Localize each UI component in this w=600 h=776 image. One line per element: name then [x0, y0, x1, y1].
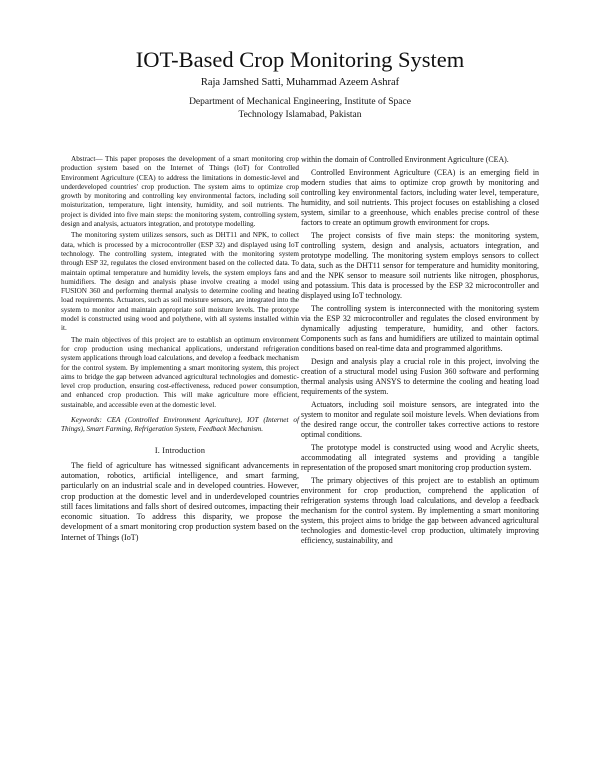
abstract-paragraph: The monitoring system utilizes sensors, such as DHT11 and NPK, to collect data, which is processed by a microcontroller (ESP 32) and displayed using IoT technology. The controlling system, integrated with the monitoring system through ESP 32, regulates the closed environment based on the collected data. To maintain optimal temperature and humidity levels, the system employs fans and humidifiers. The design and analysis phase involve creating a model using FUSION 360 and performing thermal analysis to determine cooling and heating load requirements. Actuators, such as soil moisture sensors, are integrated into the system to monitor and maintain appropriate soil moisture levels. The prototype model is constructed using wood and polythene, with all systems installed within it.: [61, 231, 299, 333]
body-paragraph: The primary objectives of this project are to establish an optimum environment for crop production, comprehend the application of refrigeration systems through load calculations, and develop a feedback mechanism for the control system. By implementing a smart monitoring system, this project aims to bridge the gap between advanced agricultural technologies and domestic-level crop production, ultimately improving efficiency, sustainability, and: [301, 476, 539, 545]
abstract-paragraph: The main objectives of this project are to establish an optimum environment for crop production using mechanical applications, understand refrigeration system applications through load calculations, and develop a feedback mechanism for the control system. By implementing a smart monitoring system, this project aims to bridge the gap between advanced agricultural technologies and domestic-level crop production, ensuring cost-effectiveness, reduced power consumption, and enhanced crop production. This will make agriculture more efficient, sustainable, and accessible even at the domestic level.: [61, 335, 299, 409]
paper-authors: Raja Jamshed Satti, Muhammad Azeem Ashraf: [200, 77, 400, 88]
body-paragraph: The controlling system is interconnected with the monitoring system via the ESP 32 microcontroller and regulates the closed environment by dynamically adjusting temperature, humidity, and other factors. Components such as fans and humidifiers are utilized to maintain optimal conditions based on real-time data and programmed algorithms.: [301, 304, 539, 353]
left-column: [61, 155, 299, 545]
body-paragraph: within the domain of Controlled Environment Agriculture (CEA).: [301, 155, 509, 164]
body-paragraph: The field of agriculture has witnessed significant advancements in automation, robotics, artificial intelligence, and smart farming, particularly on an industrial scale and in developed countries. However, crop production at the domestic level and in underdeveloped countries still faces limitations and falls short of desired outcomes, impacting their economic situation. To address this disparity, we propose the development of a smart monitoring crop production system based on the Internet of Things (IoT): [61, 460, 299, 542]
keywords-label: Keywords:: [71, 416, 102, 425]
abstract-paragraph: Abstract— This paper proposes the development of a smart monitoring crop production system based on the Internet of Things (IoT) for Controlled Environment Agriculture (CEA) to address the limitations in domestic-level and underdeveloped countries' crop production. The system aims to optimize crop growth by monitoring and controlling key environmental factors, including soil moisturization, temperature, light intensity, humidity, and soil nutrients. The project is divided into five main steps: the monitoring system, controlling system, design and analysis, actuators integration, and prototype modelling.: [61, 155, 299, 229]
affiliation-line: Technology Islamabad, Pakistan: [238, 109, 362, 120]
abstract-section: [61, 155, 299, 410]
body-paragraph: Design and analysis play a crucial role in this project, involving the creation of a structural model using Fusion 360 software and performing thermal analysis using ANSYS to determine the cooling and heating load requirements of the system.: [301, 357, 539, 396]
section-heading-introduction: I. Introduction: [154, 445, 206, 455]
affiliation-line: Department of Mechanical Engineering, Institute of Space: [189, 97, 411, 107]
keywords: [61, 416, 299, 435]
body-paragraph: The prototype model is constructed using wood and Acrylic sheets, accommodating all integrated systems and providing a tangible representation of the proposed smart monitoring crop production system.: [301, 443, 539, 472]
body-paragraph: Controlled Environment Agriculture (CEA) is an emerging field in modern studies that aims to optimize crop growth by monitoring and controlling key environmental factors, including water level, temperature, humidity, and soil nutrients. This project focuses on establishing a closed system, similar to a greenhouse, which enables precise control of these factors to create an optimum growth environment for crops.: [301, 168, 539, 227]
right-column: [301, 155, 539, 549]
paper-title: IOT-Based Crop Monitoring System: [135, 47, 465, 72]
body-paragraph: The project consists of five main steps: the monitoring system, controlling system, design and analysis, actuators integration, and prototype modelling. The monitoring system employs sensors to collect data, such as the DHT11 sensor for temperature and humidity monitoring, and the NPK sensor to measure soil nutrients like nitrogen, phosphorus, and potassium. This data is processed by the ESP 32 microcontroller and displayed using IoT technology.: [301, 231, 539, 300]
body-paragraph: Actuators, including soil moisture sensors, are integrated into the system to monitor and regulate soil moisture levels. When deviations from the desired range occur, the controller takes corrective actions to restore optimal conditions.: [301, 400, 539, 439]
keywords-list: CEA (Controlled Environment Agriculture), IOT (Internet of Things), Smart Farming, Refrigeration System, Feedback Mechanism.: [61, 416, 299, 434]
paper-affiliation: [0, 96, 600, 121]
intro-left-body: [61, 461, 299, 543]
